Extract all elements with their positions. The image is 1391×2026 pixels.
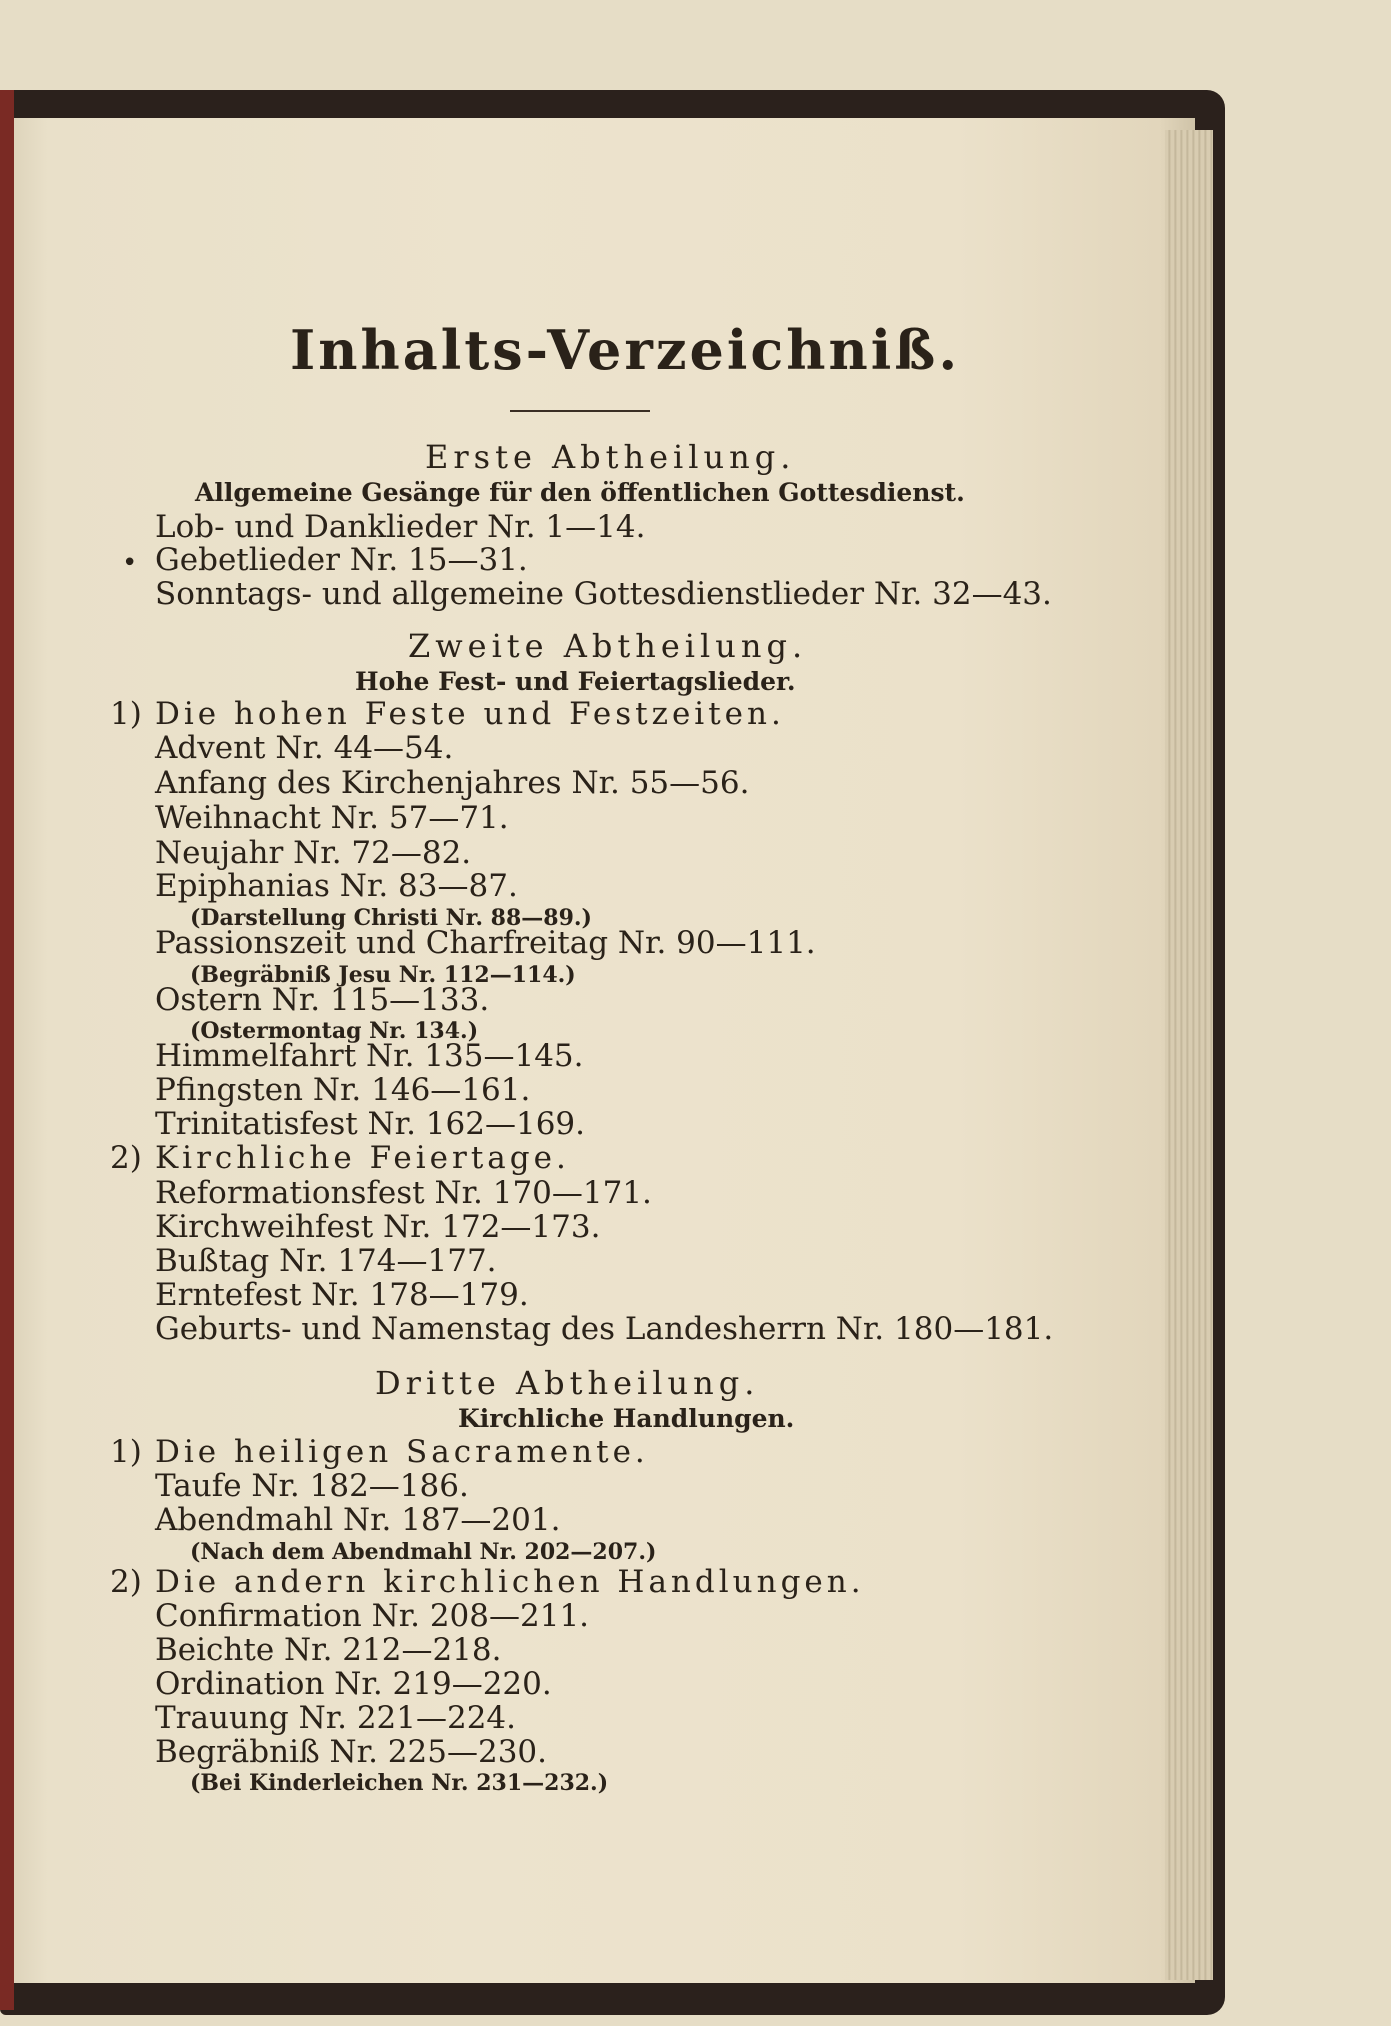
list-item: Himmelfahrt Nr. 135—145. — [155, 1038, 584, 1074]
left-spine-edge — [0, 90, 14, 2010]
title-rule — [510, 410, 650, 412]
list-item: Passionszeit und Charfreitag Nr. 90—111. — [155, 925, 816, 961]
section-heading: Erste Abtheilung. — [425, 438, 796, 476]
group-number: 2) — [110, 1140, 142, 1176]
list-item: Pfingsten Nr. 146—161. — [155, 1072, 531, 1108]
section-subtitle: Hohe Fest- und Feiertagslieder. — [355, 667, 796, 696]
section-heading: Dritte Abtheilung. — [375, 1364, 760, 1402]
section-subtitle: Allgemeine Gesänge für den öffentlichen Gottesdienst. — [195, 478, 965, 507]
list-item: Reformationsfest Nr. 170—171. — [155, 1175, 652, 1211]
page-edges — [1165, 130, 1213, 1980]
list-item: Gebetlieder Nr. 15—31. — [155, 542, 528, 578]
bullet-mark: • — [122, 548, 138, 578]
list-item: Abendmahl Nr. 187—201. — [155, 1502, 561, 1538]
list-item: Neujahr Nr. 72—82. — [155, 835, 472, 871]
list-item: Bußtag Nr. 174—177. — [155, 1243, 497, 1279]
group-heading: Die andern kirchlichen Handlungen. — [155, 1564, 865, 1600]
list-item: Ostern Nr. 115—133. — [155, 982, 490, 1018]
section-subtitle: Kirchliche Handlungen. — [458, 1404, 795, 1433]
list-item: Sonntags- und allgemeine Gottesdienstlieder Nr. 32—43. — [155, 576, 1052, 612]
list-item: Advent Nr. 44—54. — [155, 730, 454, 766]
list-item: Confirmation Nr. 208—211. — [155, 1598, 590, 1634]
list-item: Begräbniß Nr. 225—230. — [155, 1734, 547, 1770]
list-item: Kirchweihfest Nr. 172—173. — [155, 1209, 601, 1245]
group-number: 1) — [110, 1434, 142, 1470]
group-number: 1) — [110, 696, 142, 732]
list-note: (Nach dem Abendmahl Nr. 202—207.) — [190, 1539, 657, 1565]
list-item: Weihnacht Nr. 57—71. — [155, 800, 509, 836]
group-number: 2) — [110, 1564, 142, 1600]
list-item: Erntefest Nr. 178—179. — [155, 1277, 529, 1313]
list-item: Taufe Nr. 182—186. — [155, 1468, 469, 1504]
list-item: Lob- und Danklieder Nr. 1—14. — [155, 509, 646, 545]
list-note: (Ostermontag Nr. 134.) — [190, 1018, 479, 1044]
group-heading: Die hohen Feste und Festzeiten. — [155, 696, 785, 732]
list-item: Ordination Nr. 219—220. — [155, 1666, 552, 1702]
list-note: (Bei Kinderleichen Nr. 231—232.) — [190, 1770, 609, 1796]
list-note: (Darstellung Christi Nr. 88—89.) — [190, 905, 592, 931]
list-item: Trinitatisfest Nr. 162—169. — [155, 1106, 585, 1142]
section-heading: Zweite Abtheilung. — [408, 627, 808, 665]
group-heading: Die heiligen Sacramente. — [155, 1434, 649, 1470]
list-item: Beichte Nr. 212—218. — [155, 1632, 502, 1668]
list-item: Epiphanias Nr. 83—87. — [155, 868, 518, 904]
list-note: (Begräbniß Jesu Nr. 112—114.) — [190, 962, 576, 988]
page-title: Inhalts-Verzeichniß. — [290, 318, 961, 382]
list-item: Trauung Nr. 221—224. — [155, 1700, 517, 1736]
list-item: Anfang des Kirchenjahres Nr. 55—56. — [155, 765, 750, 801]
list-item: Geburts- und Namenstag des Landesherrn Nr. 180—181. — [155, 1311, 1054, 1347]
group-heading: Kirchliche Feiertage. — [155, 1140, 570, 1176]
